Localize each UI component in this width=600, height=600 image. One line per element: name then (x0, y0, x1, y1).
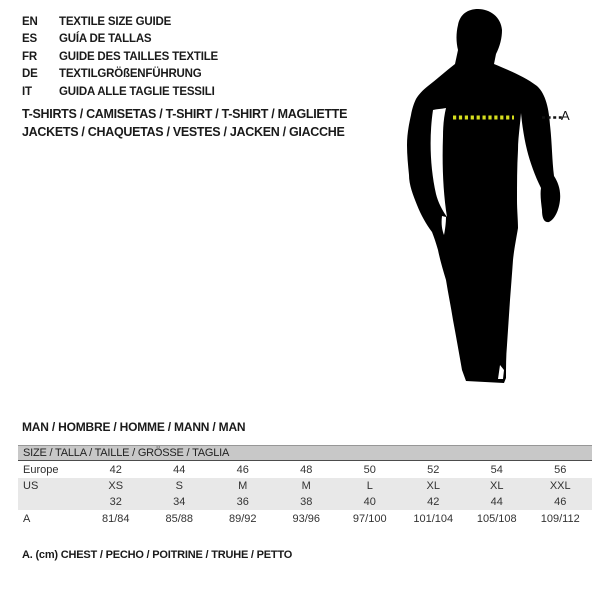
size-cell: S (175, 480, 183, 492)
size-cell: L (366, 480, 373, 492)
size-table (18, 445, 592, 528)
size-cell: 50 (363, 463, 376, 476)
size-cell: 32 (109, 496, 122, 508)
size-cell: 56 (554, 463, 567, 476)
man-silhouette (400, 2, 575, 392)
row-label: US (23, 480, 39, 492)
size-cell: 38 (300, 496, 313, 508)
size-cell: M (301, 480, 311, 492)
size-cell: 52 (427, 463, 440, 476)
category-jackets: JACKETS / CHAQUETAS / VESTES / JACKEN / GIACCHE (22, 124, 345, 139)
size-cell: 54 (490, 463, 503, 476)
language-code: IT (22, 85, 32, 98)
size-cell: 40 (363, 496, 376, 508)
language-code: ES (22, 33, 37, 46)
size-cell: 85/88 (165, 513, 194, 525)
size-cell: 42 (109, 463, 122, 476)
language-code: EN (22, 15, 38, 28)
table-row-chest-a (18, 510, 592, 528)
language-code: DE (22, 68, 38, 81)
language-list (22, 13, 218, 101)
section-title-man: MAN / HOMBRE / HOMME / MANN / MAN (22, 420, 246, 434)
table-row-europe (18, 461, 592, 478)
row-label: A (23, 513, 31, 525)
size-cell: 101/104 (413, 513, 454, 525)
size-cell: 105/108 (476, 513, 517, 525)
table-row-us-numeric (18, 494, 592, 510)
man-silhouette-figure (400, 2, 575, 392)
language-code: FR (22, 50, 37, 63)
measure-footnote: A. (cm) CHEST / PECHO / POITRINE / TRUHE / PETTO (22, 549, 293, 561)
language-label: GUIDA ALLE TAGLIE TESSILI (59, 85, 215, 98)
language-label: TEXTILGRÖßENFÜHRUNG (59, 68, 202, 81)
size-cell: 34 (173, 496, 186, 508)
size-cell: 93/96 (292, 513, 321, 525)
size-cell: 46 (554, 496, 567, 508)
size-cell: 48 (300, 463, 313, 476)
measure-label-a: A (561, 108, 570, 123)
size-cell: 44 (490, 496, 503, 508)
language-label: GUIDE DES TAILLES TEXTILE (59, 50, 218, 63)
category-tshirts: T-SHIRTS / CAMISETAS / T-SHIRT / T-SHIRT / MAGLIETTE (22, 107, 348, 121)
size-cell: M (238, 480, 248, 492)
size-cell: XL (426, 480, 440, 492)
language-row (22, 83, 218, 101)
size-cell: XXL (549, 480, 571, 492)
table-row-us (18, 478, 592, 494)
language-row (22, 48, 218, 66)
size-cell: 109/112 (540, 513, 580, 525)
size-cell: 81/84 (101, 513, 130, 525)
category-block (22, 107, 347, 142)
size-cell: 36 (236, 496, 249, 508)
size-cell: XS (108, 480, 124, 492)
size-cell: 97/100 (352, 513, 387, 525)
size-cell: 89/92 (228, 513, 257, 525)
language-row (22, 66, 218, 84)
size-cell: 46 (236, 463, 249, 476)
size-cell: 42 (427, 496, 440, 508)
language-label: GUÍA DE TALLAS (59, 33, 152, 46)
language-row (22, 13, 218, 31)
row-label: Europe (23, 463, 59, 476)
size-cell: XL (490, 480, 504, 492)
man-body-shape (407, 9, 560, 383)
size-cell: 44 (173, 463, 186, 476)
language-label: TEXTILE SIZE GUIDE (59, 15, 172, 28)
size-table-header: SIZE / TALLA / TAILLE / GRÖSSE / TAGLIA (18, 445, 592, 461)
language-row (22, 31, 218, 49)
